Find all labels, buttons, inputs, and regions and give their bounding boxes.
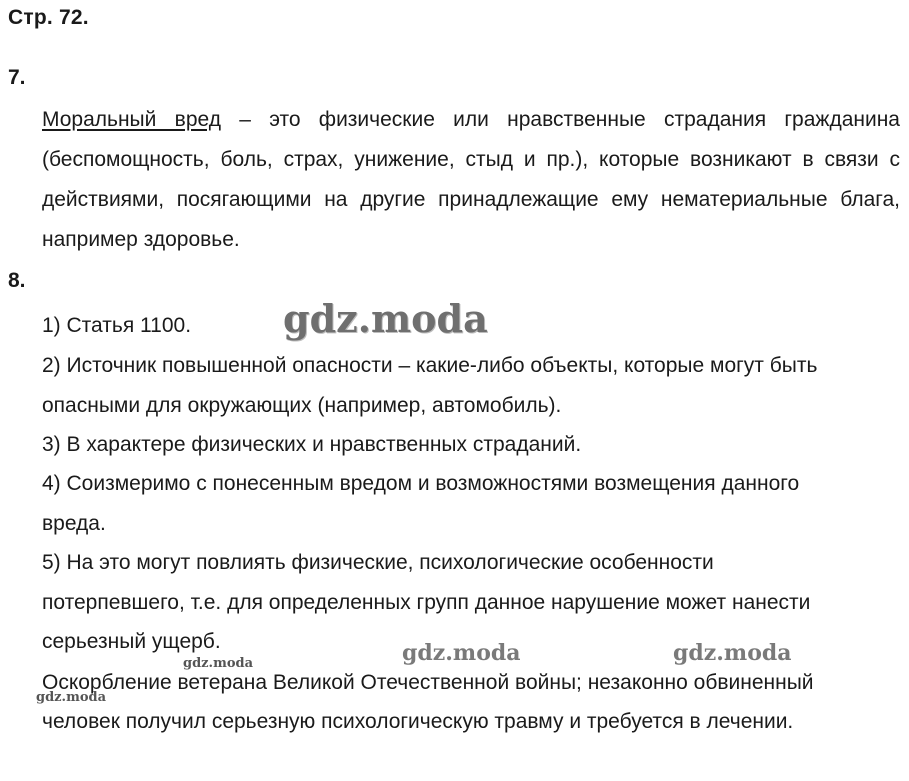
- definition-text: – это физические или нравственные страдания гражданина (беспомощность, боль, страх, унижение, стыд и пр.), которые возникают в связи с действиями, посягающими на другие принадлежащие ему нематериальные блага, например здоровье.: [42, 108, 900, 251]
- answer-line: 4) Соизмеримо с понесенным вредом и возможностями возмещения данного: [42, 472, 800, 495]
- watermark: gdz.moda: [283, 296, 488, 341]
- page-title: Стр. 72.: [8, 6, 89, 29]
- answer-line: вреда.: [42, 512, 106, 535]
- section-number-7: 7.: [8, 66, 26, 89]
- watermark: gdz.moda: [673, 640, 792, 666]
- watermark: gdz.moda: [183, 656, 254, 671]
- answer-line: опасными для окружающих (например, автомобиль).: [42, 394, 562, 417]
- section-number-8: 8.: [8, 269, 26, 292]
- watermark: gdz.moda: [402, 640, 521, 666]
- answer-line: 1) Статья 1100.: [42, 314, 192, 337]
- answer-line: потерпевшего, т.е. для определенных групп данное нарушение может нанести: [42, 591, 811, 614]
- answer-line: 5) На это могут повлиять физические, психологические особенности: [42, 551, 714, 574]
- answer-line: Оскорбление ветерана Великой Отечественной войны; незаконно обвиненный: [42, 671, 814, 694]
- answer-line: 2) Источник повышенной опасности – какие-либо объекты, которые могут быть: [42, 354, 818, 377]
- definition-paragraph: [42, 100, 900, 260]
- answer-line: 3) В характере физических и нравственных страданий.: [42, 433, 582, 456]
- answer-line: человек получил серьезную психологическую травму и требуется в лечении.: [42, 710, 794, 733]
- defined-term: Моральный вред: [42, 108, 221, 131]
- watermark: gdz.moda: [36, 690, 107, 705]
- answer-line: серьезный ущерб.: [42, 630, 221, 653]
